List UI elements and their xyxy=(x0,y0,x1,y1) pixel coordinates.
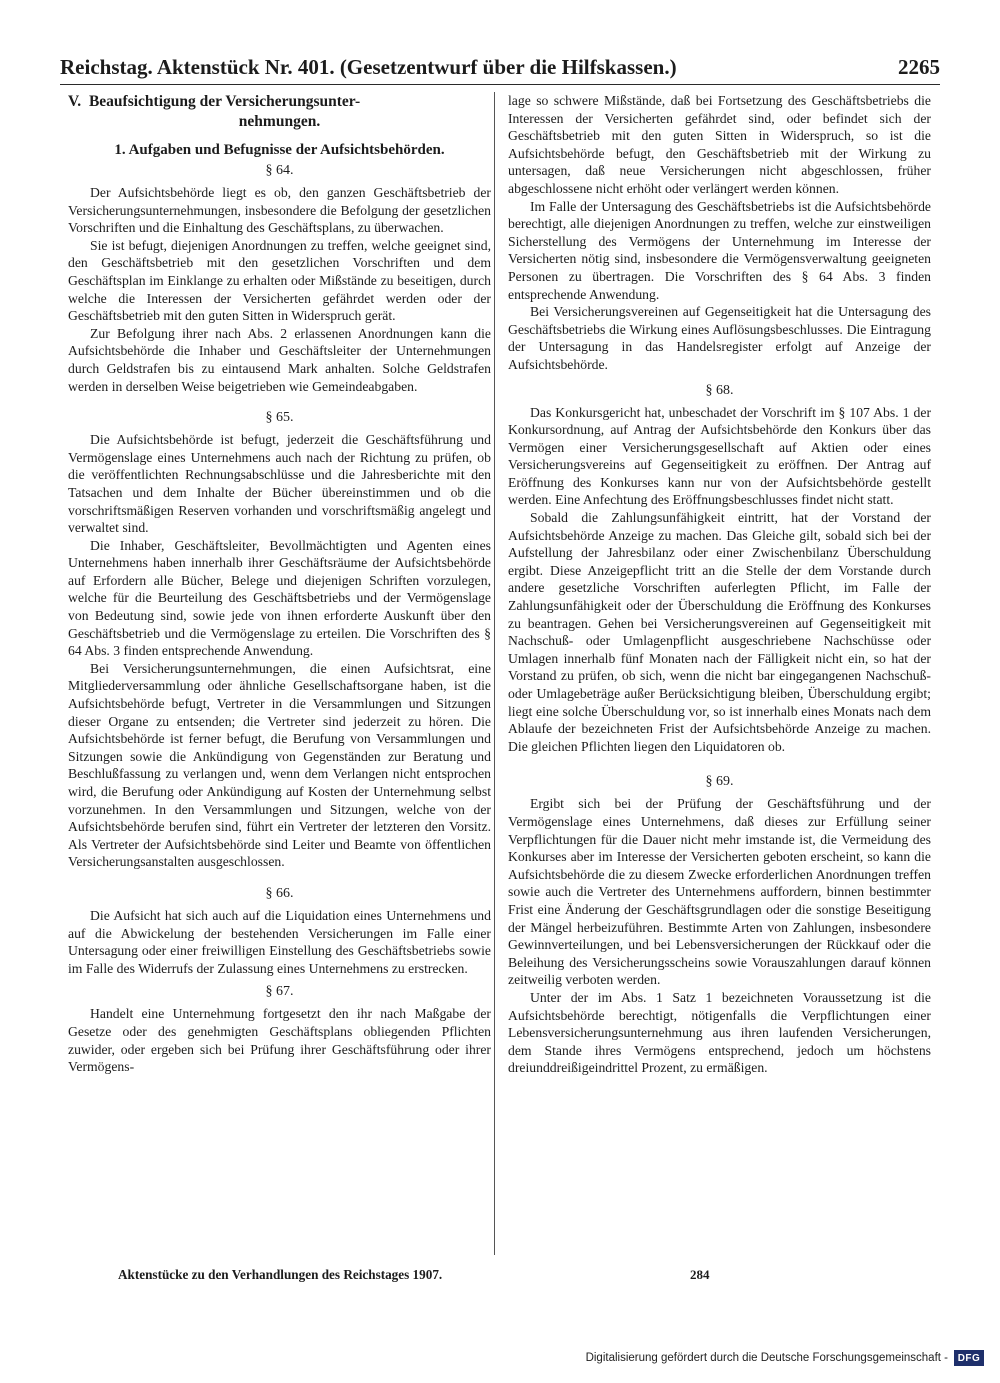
section-title-line1: Beaufsichtigung der Versicherungsunter- xyxy=(88,93,361,110)
right-column xyxy=(508,92,931,1077)
text-paragraph: Sie ist befugt, diejenigen Anordnungen zu treffen, welche geeignet sind, den Geschäftsbetrieb mit den gesetzlichen Vorschriften und dem Geschäftsplan im Einklange zu erhalten oder Mißstände zu beseitigen, durch welche die Interessen der Versicherten gefährdet werden oder der Geschäftsbetrieb mit den guten Sitten in Widerspruch gerät. xyxy=(68,237,491,324)
header-rule xyxy=(60,84,940,85)
paragraph-mark-65: § 65. xyxy=(265,410,294,426)
paragraph-mark-67: § 67. xyxy=(265,984,294,1000)
text-paragraph: Die Inhaber, Geschäftsleiter, Bevollmächtigten und Agenten eines Unternehmens haben innerhalb ihrer Geschäftsräume der Aufsichtsbehörde auf Erfordern alle Bücher, Belege und diejenigen Schriften vorzulegen, welche für die Beurteilung des Geschäftsbetriebs und der Vermögenslage von Bedeutung sind, sowie jede von ihnen erforderte Auskunft über den Geschäftsbetrieb und die Vermögenslage zu erteilen. Die Vorschriften des § 64 Abs. 3 finden entsprechende Anwendung. xyxy=(68,537,491,659)
section-title-line2: nehmungen. xyxy=(238,113,321,130)
text-paragraph: Handelt eine Unternehmung fortgesetzt den ihr nach Maßgabe der Gesetze oder des genehmigten Geschäftsplans obliegenden Pflichten zuwider, oder ergeben sich bei Prüfung ihrer Geschäftsführung oder ihrer Vermögens- xyxy=(68,1006,491,1075)
digitization-credit xyxy=(586,1350,984,1366)
section-heading xyxy=(68,92,491,132)
header-title: Reichstag. Aktenstück Nr. 401. (Gesetzentwurf über die Hilfskassen.) xyxy=(60,55,677,79)
paragraph-mark-68: § 68. xyxy=(705,382,734,398)
text-paragraph: Die Aufsicht hat sich auch auf die Liquidation eines Unternehmens und auf die Abwickelung der bestehenden Versicherungen im Falle einer Untersagung oder einer freiwilligen Einstellung des Geschäftsbetriebs sowie im Falle des Widerrufs der Zulassung eines Unternehmens zu erstrecken. xyxy=(68,907,491,976)
text-paragraph: lage so schwere Mißstände, daß bei Fortsetzung des Geschäftsbetriebs die Interessen der Versicherten gefährdet sind, oder befindet sich der Geschäftsbetrieb mit den guten Sitten in Widerspruch, so ist die Aufsichtsbehörde befugt, den Geschäftsbetrieb mit der Wirkung zu untersagen, daß neue Versicherungen nicht abgeschlossen, früher abgeschlossene nicht erhöht oder verlängert werden können. xyxy=(508,93,931,196)
text-paragraph: Das Konkursgericht hat, unbeschadet der Vorschrift im § 107 Abs. 1 der Konkursordnung, auf Antrag der Aufsichtsbehörde den Konkurs über das Vermögen einer Versicherungsgesellschaft auf Aktien oder eines Versicherungsvereins auf Gegenseitigkeit zu eröffnen. Der Antrag auf Eröffnung des Konkurses kann nur von der Aufsichtsbehörde gestellt werden. Eine Anfechtung des Eröffnungsbeschlusses findet nicht statt. xyxy=(508,404,931,508)
text-paragraph: Zur Befolgung ihrer nach Abs. 2 erlassenen Anordnungen kann die Aufsichtsbehörde die Inhaber und Geschäftsleiter der Unternehmungen durch Geldstrafen bis zu eintausend Mark anhalten. Solche Geldstrafen werden in derselben Weise beigetrieben wie Gemeindeabgaben. xyxy=(68,325,491,394)
running-head xyxy=(60,46,940,80)
text-paragraph: Bei Versicherungsvereinen auf Gegenseitigkeit hat die Untersagung des Geschäftsbetriebs die Wirkung eines Auflösungsbeschlusses. Die Eintragung der Untersagung in das Handelsregister erfolgt auf Anzeige der Aufsichtsbehörde. xyxy=(508,304,931,372)
paragraph-mark-64: § 64. xyxy=(265,163,294,178)
dfg-logo: DFG xyxy=(954,1350,984,1366)
column-divider xyxy=(494,92,495,1255)
text-paragraph: Bei Versicherungsunternehmungen, die einen Aufsichtsrat, eine Mitgliederversammlung oder ähnliche Gesellschaftsorgane haben, ist die Aufsichtsbehörde befugt, Vertreter in die Versammlungen und Sitzungen dieser Organe zu entsenden; die Vertreter sind jederzeit zu hören. Die Aufsichtsbehörde ist ferner befugt, die Berufung von Versammlungen und Sitzungen sowie die Ankündigung von Gegenständen zur Beratung und Beschlußfassung zu verlangen und, wenn dem Verlangen nicht entsprochen wird, die Berufung oder Ankündigung auf Kosten der Unternehmung selbst vorzunehmen. In den Versammlungen und Sitzungen, welche von der Aufsichtsbehörde berufen sind, führt ein Vertreter der letzteren den Vorsitz. Als Vertreter der Aufsichtsbehörde sind Leiter und Beamte von öffentlichen Versicherungsanstalten ausgeschlossen. xyxy=(68,660,491,870)
paragraph-mark-69: § 69. xyxy=(705,774,734,790)
page-number: 2265 xyxy=(898,55,940,79)
credit-text: Digitalisierung gefördert durch die Deutsche Forschungsgemeinschaft - xyxy=(585,1352,948,1364)
left-column xyxy=(68,92,491,1076)
text-paragraph: Ergibt sich bei der Prüfung der Geschäftsführung und der Vermögenslage eines Unternehmens, daß dieses zur Erfüllung seiner Verpflichtungen für die Dauer nicht mehr imstande ist, die Vermeidung des Konkurses aber im Interesse der Versicherten geboten erscheint, so kann die Aufsichtsbehörde die zu diesem Zwecke erforderlichen Anordnungen treffen sowie auch die Vertreter des Unternehmens auffordern, binnen bestimmter Frist eine Änderung der Geschäftsgrundlagen oder die sonstige Beseitigung der Mängel herbeizuführen. Bestimmte Arten von Zahlungen, insbesondere Gewinnverteilungen, und bei Lebensversicherungen der Rückkauf oder die Beleihung des Versicherungsscheins sowie Vorauszahlungen darauf können zeitweilig verboten werden. xyxy=(508,796,931,988)
footer-sheet-number: 284 xyxy=(690,1267,710,1282)
text-paragraph: Die Aufsichtsbehörde ist befugt, jederzeit die Geschäftsführung und Vermögenslage eines Unternehmens auch nach der Richtung zu prüfen, ob die veröffentlichten Rechnungsabschlüsse und die Jahresberichte mit den Tatsachen und dem Inhalte der Bücher übereinstimmen und ob die vorschriftsmäßigen Reserven vorhanden und vorschriftsmäßig angelegt und verwaltet sind. xyxy=(68,432,491,536)
text-paragraph: Sobald die Zahlungsunfähigkeit eintritt, hat der Vorstand der Aufsichtsbehörde Anzeige zu machen. Das Gleiche gilt, sobald sich bei der Aufstellung der Jahresbilanz oder einer Zwischenbilanz Überschuldung ergibt. Diese Anzeigepflicht tritt an die Stelle der dem Vorstande durch andere gesetzliche Vorschriften auferlegten Pflicht, im Falle der Zahlungsunfähigkeit oder der Überschuldung die Eröffnung des Konkurses zu beantragen. Gehen bei Versicherungsvereinen auf Gegenseitigkeit mit Nachschuß- oder Umlagenpflicht ausgeschriebene Nachschüsse oder Umlagen innerhalb fünf Monaten nach der Fälligkeit nicht ein, so hat der Vorstand zu prüfen, ob sich, wenn die nicht bar eingegangenen Nachschuß- oder Umlagebeträge außer Berücksichtigung bleiben, Überschuldung ergibt; liegt eine solche Überschuldung vor, so ist innerhalb eines Monats nach dem Ablaufe der bezeichneten Frist der Aufsichtsbehörde Anzeige zu machen. Die gleichen Pflichten liegen den Liquidatoren ob. xyxy=(508,510,931,754)
text-paragraph: Der Aufsichtsbehörde liegt es ob, den ganzen Geschäftsbetrieb der Versicherungsunternehmungen, insbesondere die Befolgung der gesetzlichen Vorschriften und die Einhaltung des Geschäftsplans, zu überwachen. xyxy=(68,185,491,236)
section-roman: V. xyxy=(68,93,82,110)
text-paragraph: Im Falle der Untersagung des Geschäftsbetriebs ist die Aufsichtsbehörde berechtigt, alle diejenigen Anordnungen zu treffen, welche zur einstweiligen Sicherstellung des Vermögens der Unternehmung im Interesse der Versicherten nötig sind, insbesondere die Vermögensverwaltung geeigneten Personen zu übertragen. Die Vorschriften des § 64 Abs. 3 finden entsprechende Anwendung. xyxy=(508,198,931,302)
footer-source: Aktenstücke zu den Verhandlungen des Reichstages 1907. xyxy=(118,1267,443,1282)
paragraph-mark-66: § 66. xyxy=(265,885,294,901)
text-paragraph: Unter der im Abs. 1 Satz 1 bezeichneten Voraussetzung ist die Aufsichtsbehörde berechtigt, nötigenfalls die Verpflichtungen einer Lebensversicherungsunternehmung aus ihren laufenden Versicherungen, dem Stande ihres Vermögens entsprechend, jedoch um höchstens dreiunddreißigeindrittel Prozent, zu ermäßigen. xyxy=(508,989,931,1076)
subsection-heading: 1. Aufgaben und Befugnisse der Aufsichtsbehörden. xyxy=(114,142,445,158)
